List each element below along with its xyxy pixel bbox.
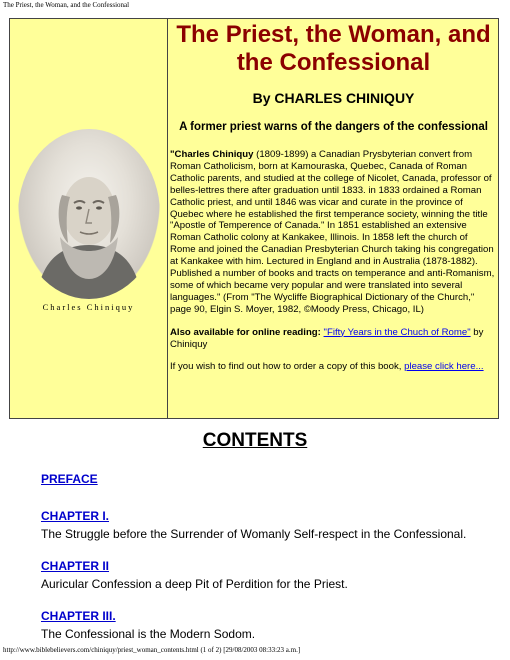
- book-title: The Priest, the Woman, and the Confessional: [176, 21, 491, 76]
- also-available-label: Also available for online reading:: [170, 326, 321, 338]
- contents-heading: CONTENTS: [202, 430, 308, 451]
- preface-link[interactable]: PREFACE: [41, 472, 98, 486]
- toc-item-preface: [41, 470, 501, 488]
- column-divider: [167, 19, 168, 418]
- portrait-cell: [10, 19, 167, 418]
- page-header: The Priest, the Woman, and the Confessional: [3, 1, 130, 9]
- portrait-caption: Charles Chiniquy: [42, 302, 135, 312]
- chapter-1-link[interactable]: CHAPTER I.: [41, 509, 110, 523]
- chapter-2-description: Auricular Confession a deep Pit of Perdition for the Priest.: [41, 577, 348, 591]
- chapter-3-link[interactable]: CHAPTER III.: [41, 609, 116, 623]
- also-available-suffix: by Chiniquy: [170, 326, 484, 350]
- book-info-box: [9, 18, 499, 419]
- bio-name: "Charles Chiniquy: [170, 149, 254, 160]
- bio-text: (1809-1899) a Canadian Prysbyterian convert from Roman Catholicism, born at Kamouraska, Quebec, Canada of Roman Catholic parents, and studied at the college of Nicolet, Canada, professor of belles-lettres there after graduation until 1833. in 1833 ordained a Roman Catholic priest, and until 1846 was vicar and curate in the province of Quebec where he established the first temperance society, winning the title "Apostle of Temperence of Canada." In 1851 established an extensive Roman Catholic colony at Kankakee, Illinois. In 1858 left the church of Rome and joined the Canadian Presbyterian Church taking his congregation at Kankakee with him. Lectured in England and in Australia (1878-1882). Published a number of books and tracts on temperance and anti-Romanism, some of which became very popular and were translated into several languages." (From "The Wycliffe Biographical Dictionary of the Church," page 90, Elgin S. Moyer, 1982, ©Moody Press, Chicago, IL): [170, 149, 495, 315]
- table-of-contents: [41, 470, 501, 642]
- also-available-note: [169, 327, 498, 351]
- order-note: [169, 361, 498, 373]
- author-biography: [169, 149, 498, 316]
- fifty-years-link[interactable]: "Fifty Years in the Chuch of Rome": [323, 326, 471, 338]
- toc-item-chapter-2: [41, 557, 501, 592]
- order-text: If you wish to find out how to order a copy of this book,: [170, 360, 405, 372]
- chapter-3-description: The Confessional is the Modern Sodom.: [41, 627, 256, 641]
- chapter-2-link[interactable]: CHAPTER II: [41, 559, 110, 573]
- page-footer: http://www.biblebelievers.com/chiniquy/priest_woman_contents.html (1 of 2) [29/08/2003 08:33:23 a.m.]: [3, 646, 301, 654]
- toc-item-chapter-1: [41, 507, 501, 542]
- book-tagline: A former priest warns of the dangers of the confessional: [179, 121, 488, 133]
- order-link[interactable]: please click here...: [404, 360, 484, 372]
- author-portrait-image: [18, 129, 160, 299]
- toc-item-chapter-3: [41, 607, 501, 642]
- author-byline: By CHARLES CHINIQUY: [252, 90, 415, 106]
- chapter-1-description: The Struggle before the Surrender of Womanly Self-respect in the Confessional.: [41, 527, 467, 541]
- book-details: [169, 19, 498, 372]
